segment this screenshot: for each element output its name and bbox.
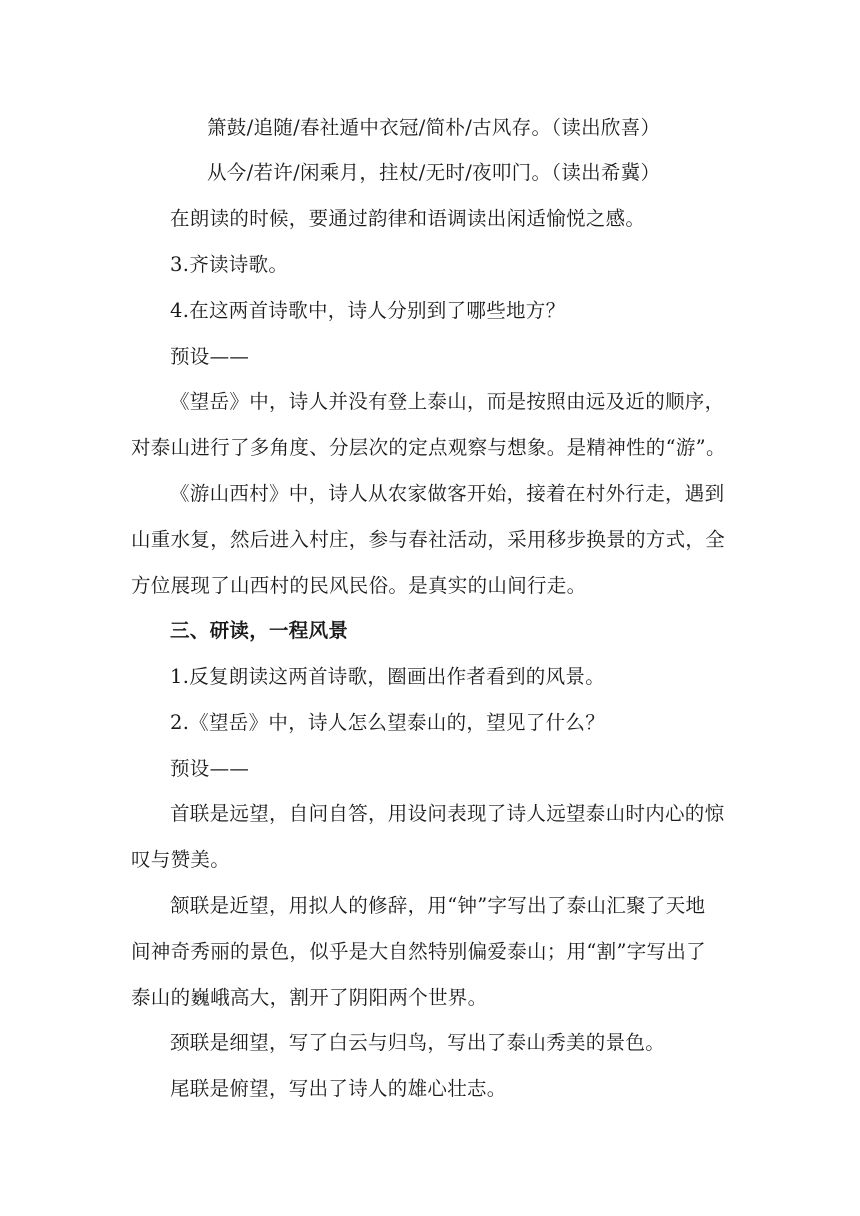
preset-label: 预设—— [170,757,250,780]
wangyue-paragraph-line-1: 《望岳》中，诗人并没有登上泰山，而是按照由远及近的顺序， [170,390,725,413]
step-3: 3.齐读诗歌。 [170,253,289,276]
poem-recitation-line-2: 从今/若许/闲乘月，拄杖/无时/夜叩门。（读出希冀） [207,161,661,184]
first-couplet-line-2: 叹与赞美。 [131,848,231,871]
reading-guidance: 在朗读的时候，要通过韵律和语调读出闲适愉悦之感。 [170,207,646,230]
youshanxicun-paragraph-line-2: 山重水复，然后进入村庄，参与春社活动，采用移步换景的方式，全 [131,528,726,551]
poem-recitation-line-1: 箫鼓/追随/春社遁中衣冠/简朴/古风存。（读出欣喜） [207,116,661,139]
second-couplet-line-3: 泰山的巍峨高大，割开了阴阳两个世界。 [131,986,488,1009]
step-1: 1.反复朗读这两首诗歌，圈画出作者看到的风景。 [170,665,606,688]
step-2: 2.《望岳》中，诗人怎么望泰山的，望见了什么？ [170,711,606,734]
youshanxicun-paragraph-line-1: 《游山西村》中，诗人从农家做客开始，接着在村外行走，遇到 [170,482,725,505]
third-couplet: 颈联是细望，写了白云与归鸟，写出了泰山秀美的景色。 [170,1031,666,1054]
second-couplet-line-1: 颔联是近望，用拟人的修辞，用“钟”字写出了泰山汇聚了天地 [170,894,706,917]
section-heading: 三、研读，一程风景 [170,619,349,642]
youshanxicun-paragraph-line-3: 方位展现了山西村的民风民俗。是真实的山间行走。 [131,574,587,597]
step-4: 4.在这两首诗歌中，诗人分别到了哪些地方？ [170,299,566,322]
first-couplet-line-1: 首联是远望，自问自答，用设问表现了诗人远望泰山时内心的惊 [170,802,725,825]
second-couplet-line-2: 间神奇秀丽的景色，似乎是大自然特别偏爱泰山；用“割”字写出了 [131,940,706,963]
wangyue-paragraph-line-2: 对泰山进行了多角度、分层次的定点观察与想象。是精神性的“游”。 [131,436,726,459]
preset-label: 预设—— [170,345,250,368]
fourth-couplet: 尾联是俯望，写出了诗人的雄心壮志。 [170,1077,507,1100]
